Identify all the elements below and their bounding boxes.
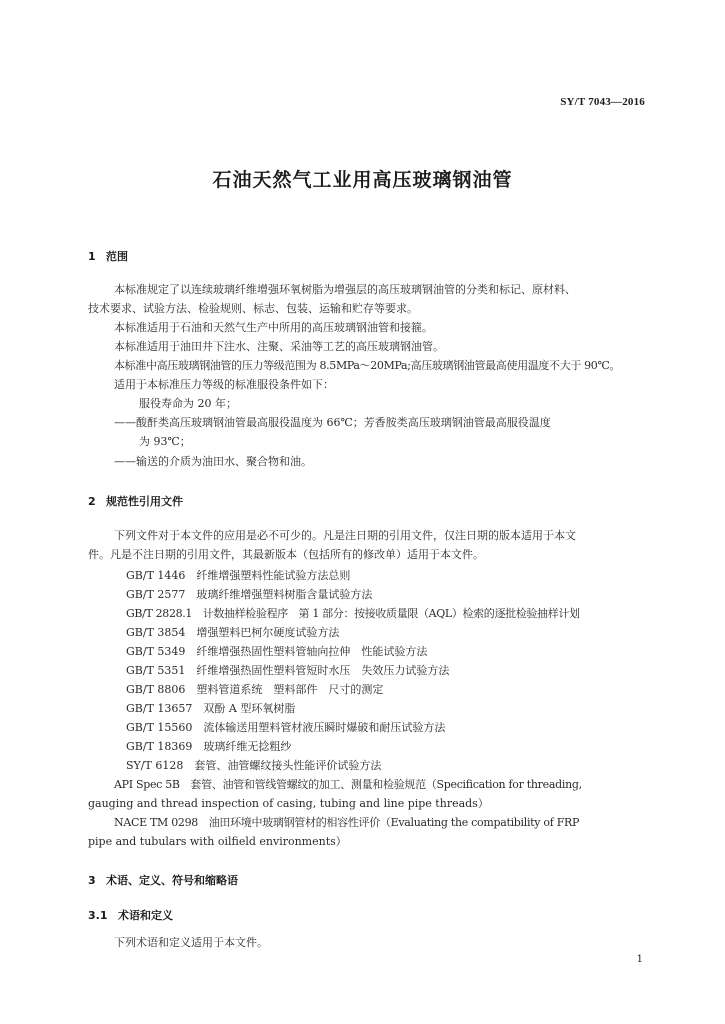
reference-api: API Spec 5B 套管、油管和管线管螺纹的加工、测量和检验规范（Specification for threading, <box>114 778 582 791</box>
scope-paragraph-4: 本标准中高压玻璃钢油管的压力等级范围为 8.5MPa～20MPa;高压玻璃钢油管最高使用温度不大于 90℃。 <box>114 359 621 372</box>
section-number: 3 <box>88 874 96 887</box>
reference-item: GB/T 5349 纤维增强热固性塑料管轴向拉伸 性能试验方法 <box>126 645 428 658</box>
reference-item: GB/T 15560 流体输送用塑料管材液压瞬时爆破和耐压试验方法 <box>126 721 446 734</box>
section-number: 1 <box>88 250 96 263</box>
reference-item: GB/T 8806 塑料管道系统 塑料部件 尺寸的测定 <box>126 683 384 696</box>
reference-item: GB/T 1446 纤维增强塑料性能试验方法总则 <box>126 569 351 582</box>
terms-intro: 下列术语和定义适用于本文件。 <box>114 936 268 949</box>
reference-item: GB/T 2577 玻璃纤维增强塑料树脂含量试验方法 <box>126 588 373 601</box>
section-title: 范围 <box>106 250 128 263</box>
condition-item-2-cont: 为 93℃； <box>139 435 191 448</box>
reference-api-cont: gauging and thread inspection of casing, tubing and line pipe threads） <box>88 797 489 810</box>
section-2-heading <box>88 493 183 509</box>
section-3-heading <box>88 872 238 888</box>
section-title: 术语、定义、符号和缩略语 <box>106 874 238 887</box>
subsection-3-1-heading <box>88 907 173 923</box>
reference-item: GB/T 13657 双酚 A 型环氧树脂 <box>126 702 296 715</box>
reference-item: GB/T 2828.1 计数抽样检验程序 第 1 部分：按接收质量限（AQL）检索的逐批检验抽样计划 <box>126 607 580 620</box>
scope-paragraph-2: 本标准适用于石油和天然气生产中所用的高压玻璃钢油管和接箍。 <box>114 321 433 334</box>
scope-paragraph-3: 本标准适用于油田井下注水、注聚、采油等工艺的高压玻璃钢油管。 <box>114 340 444 353</box>
references-intro-cont: 件。凡是不注日期的引用文件，其最新版本（包括所有的修改单）适用于本文件。 <box>88 548 484 561</box>
reference-nace: NACE TM 0298 油田环境中玻璃钢管材的相容性评价（Evaluating the compatibility of FRP <box>114 816 580 829</box>
reference-item: GB/T 18369 玻璃纤维无捻粗纱 <box>126 740 292 753</box>
section-title: 规范性引用文件 <box>106 495 183 508</box>
reference-nace-cont: pipe and tubulars with oilfield environments） <box>88 835 347 848</box>
scope-paragraph-1-cont: 技术要求、试验方法、检验规则、标志、包装、运输和贮存等要求。 <box>88 302 418 315</box>
section-1-heading <box>88 248 128 264</box>
reference-item: GB/T 5351 纤维增强热固性塑料管短时水压 失效压力试验方法 <box>126 664 450 677</box>
reference-item: SY/T 6128 套管、油管螺纹接头性能评价试验方法 <box>126 759 382 772</box>
subsection-number: 3.1 <box>88 909 108 922</box>
condition-item-3: ——输送的介质为油田水、聚合物和油。 <box>114 455 312 468</box>
condition-item-1: 服役寿命为 20 年； <box>139 397 237 410</box>
subsection-title: 术语和定义 <box>118 909 173 922</box>
section-number: 2 <box>88 495 96 508</box>
page-number: 1 <box>636 954 643 965</box>
standard-code: SY/T 7043—2016 <box>560 96 645 108</box>
condition-item-2: ——酸酐类高压玻璃钢油管最高服役温度为 66℃；芳香胺类高压玻璃钢油管最高服役温度 <box>114 416 551 429</box>
document-title: 石油天然气工业用高压玻璃钢油管 <box>212 169 513 191</box>
references-intro: 下列文件对于本文件的应用是必不可少的。凡是注日期的引用文件，仅注日期的版本适用于本文 <box>114 529 576 542</box>
reference-item: GB/T 3854 增强塑料巴柯尔硬度试验方法 <box>126 626 340 639</box>
scope-paragraph-1: 本标准规定了以连续玻璃纤维增强环氧树脂为增强层的高压玻璃钢油管的分类和标记、原材料、 <box>114 283 576 296</box>
scope-paragraph-5: 适用于本标准压力等级的标准服役条件如下： <box>114 378 334 391</box>
